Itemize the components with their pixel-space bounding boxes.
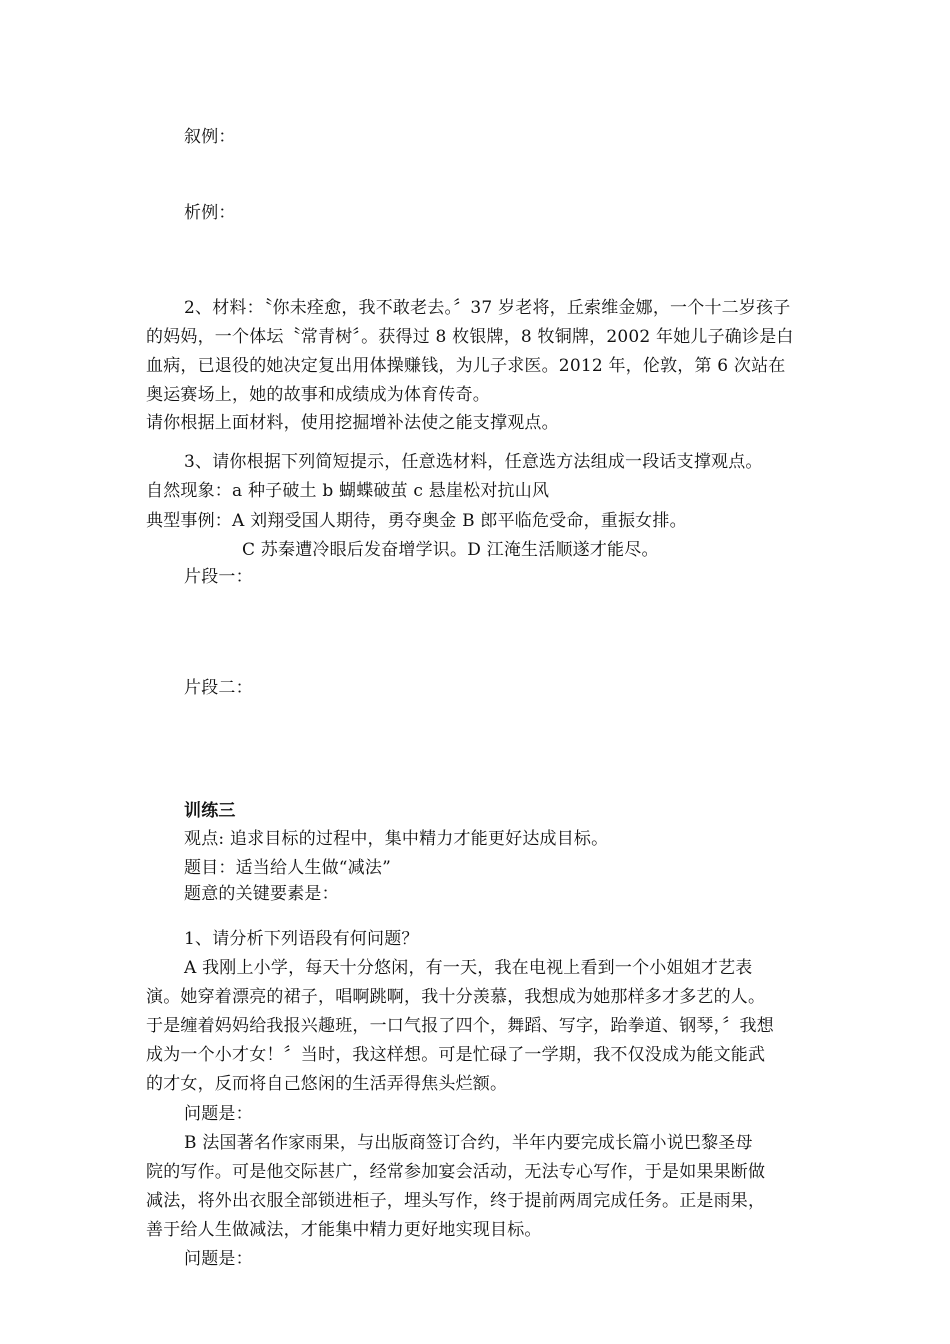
fragment-two-label: 片段二： bbox=[184, 678, 253, 698]
item2-line-1: 2、材料：〝你未痊愈，我不敢老去。〞37 岁老将，丘索维金娜，一个十二岁孩子 bbox=[184, 298, 791, 318]
paragraph-a-line-5: 的才女，反而将自己悠闲的生活弄得焦头烂额。 bbox=[146, 1074, 508, 1094]
key-elements-label: 题意的关键要素是： bbox=[184, 884, 339, 904]
paragraph-a-line-3: 于是缠着妈妈给我报兴趣班，一口气报了四个，舞蹈、写字，跆拳道、钢琴，〞我想 bbox=[146, 1016, 774, 1036]
paragraph-b-line-4: 善于给人生做减法，才能集中精力更好地实现目标。 bbox=[146, 1220, 542, 1240]
fragment-one-label: 片段一： bbox=[184, 567, 253, 587]
natural-phenomena: 自然现象：a 种子破土 b 蝴蝶破茧 c 悬崖松对抗山风 bbox=[146, 481, 550, 501]
paragraph-a-line-1: A 我刚上小学，每天十分悠闲，有一天，我在电视上看到一个小姐姐才艺表 bbox=[184, 958, 753, 978]
paragraph-a-line-2: 演。她穿着漂亮的裙子，唱啊跳啊，我十分羡慕，我想成为她那样多才多艺的人。 bbox=[146, 987, 766, 1007]
item2-line-3: 血病，已退役的她决定复出用体操赚钱，为儿子求医。2012 年，伦敦，第 6 次站在 bbox=[146, 356, 786, 376]
item3-title: 3、请你根据下列简短提示，任意选材料，任意选方法组成一段话支撑观点。 bbox=[184, 452, 763, 472]
typical-examples: 典型事例：A 刘翔受国人期待，勇夺奥金 B 郎平临危受命，重振女排。 bbox=[146, 511, 687, 531]
topic: 题目：适当给人生做“减法” bbox=[184, 858, 391, 878]
question-one: 1、请分析下列语段有何问题？ bbox=[184, 929, 419, 949]
paragraph-b-line-1: B 法国著名作家雨果，与出版商签订合约，半年内要完成长篇小说巴黎圣母 bbox=[184, 1133, 753, 1153]
typical-examples-cont: C 苏秦遭冷眼后发奋增学识。D 江淹生活顺遂才能尽。 bbox=[242, 540, 659, 560]
problem-b-label: 问题是： bbox=[184, 1249, 253, 1269]
analysis-example-label: 析例： bbox=[184, 203, 236, 223]
item2-line-4: 奥运赛场上，她的故事和成绩成为体育传奇。 bbox=[146, 385, 490, 405]
item2-line-2: 的妈妈，一个体坛〝常青树〞。获得过 8 枚银牌，8 牧铜牌，2002 年她儿子确诊是白 bbox=[146, 327, 794, 347]
paragraph-a-line-4: 成为一个小才女！〞当时，我这样想。可是忙碌了一学期，我不仅没成为能文能武 bbox=[146, 1045, 766, 1065]
paragraph-b-line-2: 院的写作。可是他交际甚广，经常参加宴会活动，无法专心写作，于是如果果断做 bbox=[146, 1162, 766, 1182]
training-three-heading: 训练三 bbox=[184, 801, 236, 821]
viewpoint: 观点: 追求目标的过程中，集中精力才能更好达成目标。 bbox=[184, 829, 609, 849]
problem-a-label: 问题是： bbox=[184, 1104, 253, 1124]
item2-instruction: 请你根据上面材料，使用挖掘增补法使之能支撑观点。 bbox=[146, 413, 559, 433]
narrate-example-label: 叙例： bbox=[184, 127, 236, 147]
paragraph-b-line-3: 减法，将外出衣服全部锁进柜子，埋头写作，终于提前两周完成任务。正是雨果， bbox=[146, 1191, 766, 1211]
